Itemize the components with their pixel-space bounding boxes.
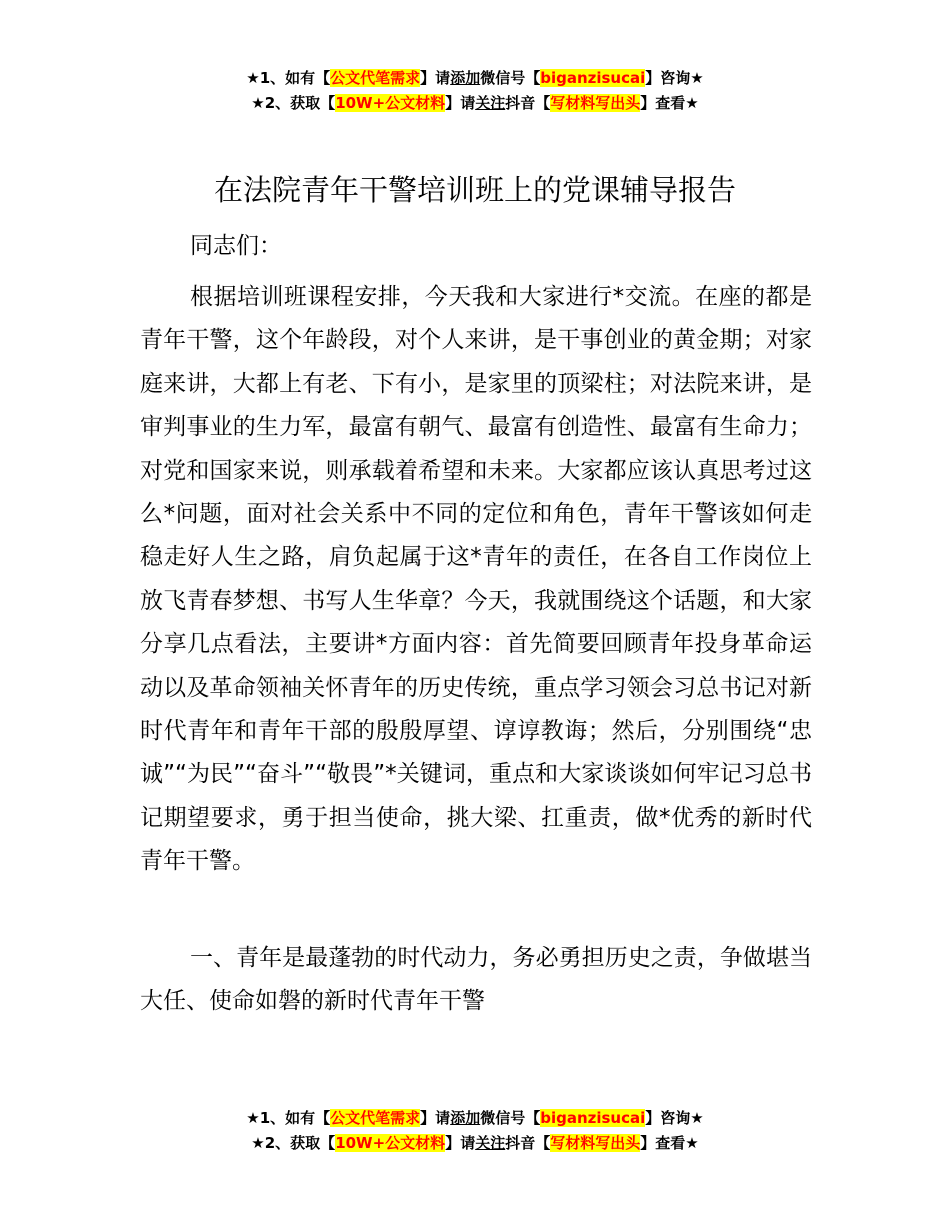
header-line-2: [0, 91, 950, 116]
body-paragraph-intro: 根据培训班课程安排，今天我和大家进行*交流。在座的都是青年干警，这个年龄段，对个人来讲，是干事创业的黄金期；对家庭来讲，大都上有老、下有小，是家里的顶梁柱；对法院来讲，是审判事业的生力军，最富有朝气、最富有创造性、最富有生命力；对党和国家来说，则承载着希望和未来。大家都应该认真思考过这么*问题，面对社会关系中不同的定位和角色，青年干警该如何走稳走好人生之路，肩负起属于这*青年的责任，在各自工作岗位上放飞青春梦想、书写人生华章？今天，我就围绕这个话题，和大家分享几点看法，主要讲*方面内容：首先简要回顾青年投身革命运动以及革命领袖关怀青年的历史传统，重点学习领会习总书记对新时代青年和青年干部的殷殷厚望、谆谆教诲；然后，分别围绕“忠诚”“为民”“奋斗”“敬畏”*关键词，重点和大家谈谈如何牢记习总书记期望要求，勇于担当使命，挑大梁、扛重责，做*优秀的新时代青年干警。: [140, 284, 812, 875]
footer-banner: [0, 1106, 950, 1156]
footer-line-2-text: 】请: [445, 1134, 476, 1152]
header-line-2-text: 抖音【: [505, 94, 551, 112]
footer-line-1-text: ★1、如有【: [246, 1109, 331, 1127]
header-banner: [0, 66, 950, 116]
footer-line-1: [0, 1106, 950, 1131]
header-highlight-wechat-id: biganzisucai: [540, 69, 646, 87]
footer-underline-add: 添加: [450, 1109, 481, 1127]
header-line-1-text: 】咨询★: [645, 69, 704, 87]
header-underline-follow: 关注: [475, 94, 506, 112]
header-highlight-materials: 10W+公文材料: [335, 94, 446, 112]
footer-line-2-text: ★2、获取【: [251, 1134, 336, 1152]
header-highlight-ghostwriting: 公文代笔需求: [330, 69, 421, 87]
header-line-2-text: 】查看★: [640, 94, 699, 112]
footer-line-1-text: 】咨询★: [645, 1109, 704, 1127]
header-line-1-text: 】请: [420, 69, 451, 87]
footer-line-1-text: 】请: [420, 1109, 451, 1127]
header-underline-add: 添加: [450, 69, 481, 87]
header-line-1-text: ★1、如有【: [246, 69, 331, 87]
footer-line-2-text: 】查看★: [640, 1134, 699, 1152]
footer-underline-follow: 关注: [475, 1134, 506, 1152]
header-highlight-douyin: 写材料写出头: [550, 94, 641, 112]
section-heading-one: 一、青年是最蓬勃的时代动力，务必勇担历史之责，争做堪当大任、使命如磐的新时代青年干警: [140, 945, 812, 1015]
footer-line-2: [0, 1131, 950, 1156]
header-line-2-text: 】请: [445, 94, 476, 112]
header-line-1: [0, 66, 950, 91]
footer-highlight-ghostwriting: 公文代笔需求: [330, 1109, 421, 1127]
footer-line-1-text: 微信号【: [480, 1109, 541, 1127]
salutation: 同志们：: [190, 233, 282, 259]
header-line-2-text: ★2、获取【: [251, 94, 336, 112]
footer-line-2-text: 抖音【: [505, 1134, 551, 1152]
footer-highlight-douyin: 写材料写出头: [550, 1134, 641, 1152]
header-line-1-text: 微信号【: [480, 69, 541, 87]
document-title: 在法院青年干警培训班上的党课辅导报告: [213, 173, 736, 207]
footer-highlight-materials: 10W+公文材料: [335, 1134, 446, 1152]
footer-highlight-wechat-id: biganzisucai: [540, 1109, 646, 1127]
